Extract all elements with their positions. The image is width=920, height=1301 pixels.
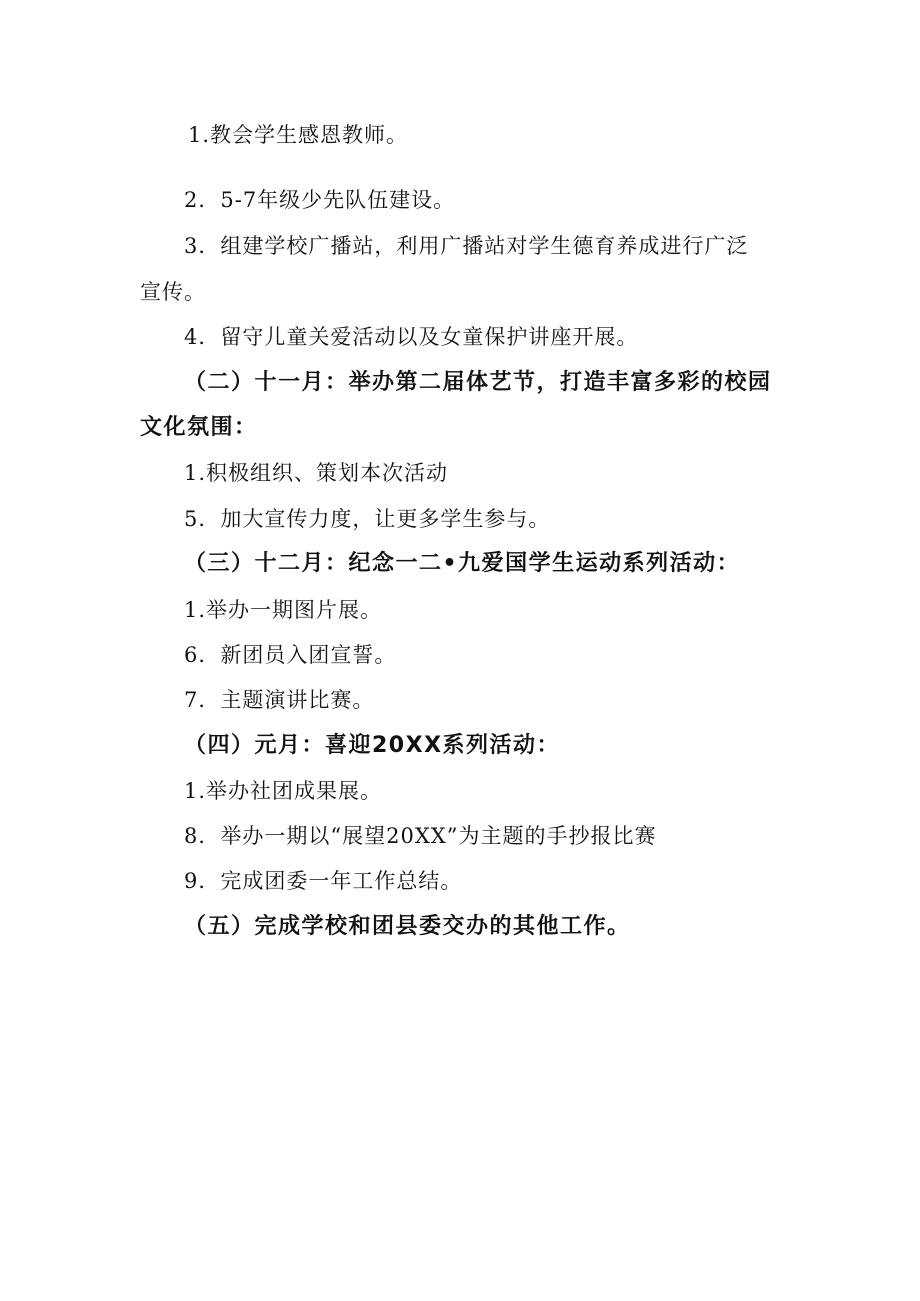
list-item-9: 9．完成团委一年工作总结。 — [184, 869, 463, 893]
section-heading-4: （四）元月：喜迎20XX系列活动： — [184, 733, 561, 758]
list-item-8: 8．举办一期以“展望20XX”为主题的手抄报比赛 — [184, 824, 657, 848]
list-item-7: 7．主题演讲比赛。 — [184, 688, 375, 712]
list-item-3-continuation: 宣传。 — [140, 280, 206, 304]
list-item-club-exhibit: 1.举办社团成果展。 — [184, 779, 383, 803]
section-heading-2: （二）十一月：举办第二届体艺节，打造丰富多彩的校园 — [184, 370, 772, 395]
list-item-3: 3．组建学校广播站，利用广播站对学生德育养成进行广泛 — [184, 234, 749, 258]
section-heading-2-continuation: 文化氛围： — [140, 415, 258, 440]
section-heading-5: （五）完成学校和团县委交办的其他工作。 — [184, 914, 631, 939]
list-item-5: 5．加大宣传力度，让更多学生参与。 — [184, 507, 551, 531]
list-item-6: 6．新团员入团宣誓。 — [184, 643, 397, 667]
list-item-4: 4．留守儿童关爱活动以及女童保护讲座开展。 — [184, 325, 639, 349]
list-item-1: 1.教会学生感恩教师。 — [188, 123, 409, 147]
section-heading-3: （三）十二月：纪念一二•九爱国学生运动系列活动： — [184, 551, 741, 576]
list-item-organize: 1.积极组织、策划本次活动 — [184, 461, 449, 485]
list-item-photo-exhibit: 1.举办一期图片展。 — [184, 598, 383, 622]
list-item-2: 2．5-7年级少先队伍建设。 — [184, 188, 456, 212]
